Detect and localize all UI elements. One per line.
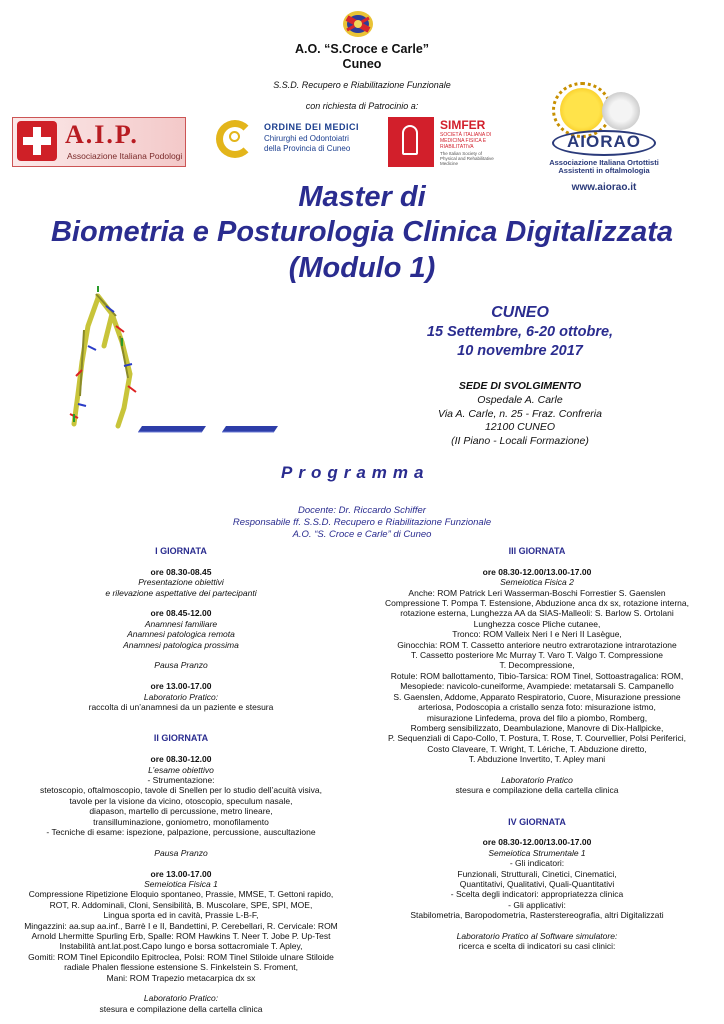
program-line: - Strumentazione: xyxy=(147,774,215,785)
program-column-left xyxy=(20,546,342,1014)
event-dates: 15 Settembre, 6-20 ottobre, 10 novembre 2017 xyxy=(426,324,614,359)
program-line: Laboratorio Pratico: xyxy=(143,691,219,702)
session-time: ore 08.30-12.00/13.00-17.00 xyxy=(482,566,592,577)
day-heading: IV GIORNATA xyxy=(508,816,566,827)
program-column-right xyxy=(366,546,708,952)
program-line: ROT, R. Addominali, Cloni, Sensibilità, B. Muscolare, SPE, SPI, MOE, xyxy=(49,899,313,910)
ordine-medici-logo: ORDINE DEI MEDICI Chirurghi ed Odontoiatri della Provincia di Cuneo xyxy=(216,118,376,164)
docente-line: A.O. “S. Croce e Carle” di Cuneo xyxy=(292,529,432,540)
session-time: ore 13.00-17.00 xyxy=(150,681,212,692)
program-line: - Tecniche di esame: ispezione, palpazione, percussione, auscultazione xyxy=(46,826,316,837)
program-line: Mani: ROM Trapezio metacarpica dx sx xyxy=(106,972,256,983)
program-line: Semeiotica Fisica 2 xyxy=(500,577,574,588)
program-line: Laboratorio Pratico: xyxy=(143,993,219,1004)
program-line: radiale Phalen flessione estensione S. Finkelstein S. Froment, xyxy=(64,962,298,973)
program-line: raccolta di un’anamnesi da un paziente e stesura xyxy=(88,702,274,713)
program-line: T. Cassetto posteriore Mc Murray T. Varo T. Valgo T. Compressione xyxy=(411,650,663,661)
program-line: arteriosa, Podoscopia a cristallo senza foto: misurazione istmo, xyxy=(418,702,656,713)
day-heading: III GIORNATA xyxy=(508,546,566,556)
program-line: misurazione Linfedema, prova del filo a piombo, Romberg, xyxy=(426,712,648,723)
venue-line: 12100 CUNEO xyxy=(484,421,556,433)
program-line: ricerca e scelta di indicatori su casi clinici: xyxy=(458,941,616,952)
program-line: T. Decompressione, xyxy=(499,660,575,671)
program-line: diapason, martello di percussione, metro lineare, xyxy=(89,806,273,817)
spacer xyxy=(366,806,708,816)
program-line: Semeiotica Strumentale 1 xyxy=(488,847,586,858)
spacer xyxy=(20,837,342,847)
spacer xyxy=(366,556,708,566)
day-heading: I GIORNATA xyxy=(155,546,207,556)
venue-line: Via A. Carle, n. 25 - Fraz. Confreria xyxy=(438,408,602,420)
program-line: Costo Claveare, T. Wright, T. Lériche, T. Abduzione diretto, xyxy=(427,743,647,754)
session-time: ore 08.45-12.00 xyxy=(150,608,212,619)
docente-line: Responsabile ff. S.S.D. Recupero e Riabilitazione Funzionale xyxy=(232,517,492,528)
program-line: Arnold Lhermitte Spurling Erb, Spalle: ROM Hawkins T. Neer T. Jobe P. Up-Test xyxy=(31,931,331,942)
venue-line: (II Piano - Locali Formazione) xyxy=(451,435,589,447)
spacer xyxy=(20,671,342,681)
medical-cross-icon xyxy=(17,121,57,161)
program-line: Pausa Pranzo xyxy=(154,847,208,858)
program-line: Tronco: ROM Valleix Neri I e Neri II Lasègue, xyxy=(452,629,622,640)
program-line: Mingazzini: aa.sup aa.inf., Barrè I e II, Bandettini, P. Cerebellari, R. Cervicale: ROM xyxy=(24,920,338,931)
program-line: Funzionali, Strutturali, Cinetici, Cinematici, xyxy=(457,868,617,879)
program-line: Laboratorio Pratico al Software simulatore: xyxy=(456,931,618,942)
session-time: ore 13.00-17.00 xyxy=(150,868,212,879)
organization-name: A.O. “S.Croce e Carle” Cuneo xyxy=(294,42,430,71)
simfer-logo: SIMFER SOCIETÀ ITALIANA DI MEDICINA FISICA E RIABILITATIVA The Italian Society of Physical and Rehabilitative Medicine xyxy=(388,117,492,169)
program-line: T. Abduzione Invertito, T. Apley mani xyxy=(468,754,606,765)
program-line: rotazione esterna, Lunghezza AA da SIAS-Malleoli: S. Barlow S. Ortolani xyxy=(400,608,674,619)
program-line: Stabilometria, Baropodometria, Rasterstereografia, altri Digitalizzati xyxy=(410,910,664,921)
program-line: - Scelta degli indicatori: appropriatezza clinica xyxy=(450,889,624,900)
program-line: - Gli indicatori: xyxy=(509,858,565,869)
program-line: S. Gaenslen, Addome, Apparato Respiratorio, Cuore, Misurazione pressione xyxy=(393,691,681,702)
program-line: Anamnesi familiare xyxy=(144,618,218,629)
program-line: Rotule: ROM ballottamento, Tibio-Tarsica: ROM Tinel, Sottoastragalica: ROM, xyxy=(390,670,684,681)
sun-icon xyxy=(560,88,604,132)
program-line: Romberg sensibilizzato, Deambulazione, Manovre di Dix-Hallpicke, xyxy=(410,722,664,733)
session-time: ore 08.30-12.00 xyxy=(150,754,212,765)
aip-logo: A.I.P. Associazione Italiana Podologi xyxy=(12,117,186,167)
program-line: P. Sequenziali di Capo-Collo, T. Postura, T. Rose, T. Courvellier, Polsi Periferici, xyxy=(388,733,686,744)
program-line: stesura e compilazione della cartella clinica xyxy=(455,785,619,796)
program-line: Compressione T. Pompa T. Estensione, Abduzione anca dx sx, rotazione interna, xyxy=(385,598,689,609)
program-line: Ginocchia: ROM T. Cassetto anteriore neutro extrarotazione intrarotazione xyxy=(397,639,677,650)
programma-heading: Programma xyxy=(281,463,430,482)
spacer xyxy=(366,827,708,837)
department-name: S.S.D. Recupero e Riabilitazione Funzionale xyxy=(273,80,451,90)
venue-label: SEDE DI SVOLGIMENTO xyxy=(458,380,582,392)
program-line: tavole per la visione da vicino, otoscopio, speculum nasale, xyxy=(69,795,293,806)
program-line: stesura e compilazione della cartella clinica xyxy=(99,1003,263,1014)
spacer xyxy=(20,983,342,993)
day-heading: II GIORNATA xyxy=(153,733,209,744)
event-city: CUNEO xyxy=(491,304,549,321)
program-line: Presentazione obiettivi xyxy=(138,577,224,588)
posture-skeleton-illustration xyxy=(58,286,284,446)
spacer xyxy=(366,921,708,931)
spacer xyxy=(20,723,342,733)
patronage-note: con richiesta di Patrocinio a: xyxy=(305,101,419,111)
session-time: ore 08.30-12.00/13.00-17.00 xyxy=(482,837,592,848)
spacer xyxy=(366,765,708,775)
hospital-emblem-icon xyxy=(333,8,383,40)
program-line: Laboratorio Pratico xyxy=(501,774,573,785)
title-line-3: (Modulo 1) xyxy=(288,252,436,284)
title-line-2: Biometria e Posturologia Clinica Digitalizzata xyxy=(50,216,673,248)
session-time: ore 08.30-08.45 xyxy=(150,566,212,577)
spacer xyxy=(20,744,342,754)
program-line: Lingua sporta ed in cavità, Prassie L-B-F, xyxy=(103,910,259,921)
program-line: Quantitativi, Qualitativi, Quali-Quantitativi xyxy=(459,879,615,889)
program-line: Compressione Ripetizione Eloquio spontaneo, Prassie, MMSE, T. Gettoni rapido, xyxy=(28,889,334,900)
spacer xyxy=(20,556,342,566)
spacer xyxy=(20,858,342,868)
program-line: Anche: ROM Patrick Leri Wasserman-Boschi Forrestier S. Gaenslen xyxy=(408,587,666,598)
program-line: Semeiotica Fisica 1 xyxy=(144,879,218,889)
program-line: Anamnesi patologica prossima xyxy=(123,639,239,650)
simfer-figure-icon xyxy=(388,117,434,167)
aiorao-logo: AIORAO Associazione Italiana Ortottisti Assistenti in oftalmologia www.aiorao.it xyxy=(544,86,664,194)
program-line: Instabilità ant.lat.post.Capo lungo e borsa sottacromiale T. Apley, xyxy=(59,941,303,952)
spacer xyxy=(20,650,342,660)
spacer xyxy=(20,598,342,608)
program-line: Pausa Pranzo xyxy=(154,660,208,671)
program-line: - Gli applicativi: xyxy=(508,899,566,910)
spacer xyxy=(20,713,342,723)
venue-line: Ospedale A. Carle xyxy=(477,394,563,406)
program-line: e rilevazione aspettative dei partecipanti xyxy=(105,587,257,598)
program-line: Gomiti: ROM Tinel Epicondilo Epitroclea, Polsi: ROM Tinel Stiloide ulnare Stiloide xyxy=(28,951,334,962)
program-line: Anamnesi patologica remota xyxy=(127,629,235,640)
title-line-1: Master di xyxy=(298,181,426,213)
moon-icon xyxy=(602,92,640,130)
program-line: stetoscopio, oftalmoscopio, tavole di Snellen per lo studio dell’acuità visiva, xyxy=(39,785,323,796)
docente-line: Docente: Dr. Riccardo Schiffer xyxy=(298,505,426,516)
spacer xyxy=(366,796,708,806)
program-line: L’esame obiettivo xyxy=(148,764,214,775)
program-line: transilluminazione, goniometro, monofilamento xyxy=(93,816,269,827)
program-line: Lunghezza cosce Pliche cutanee, xyxy=(473,618,601,629)
program-line: Mesopiede: navicolo-cuneiforme, Avampiede: metatarsali S. Campanello xyxy=(400,681,674,692)
